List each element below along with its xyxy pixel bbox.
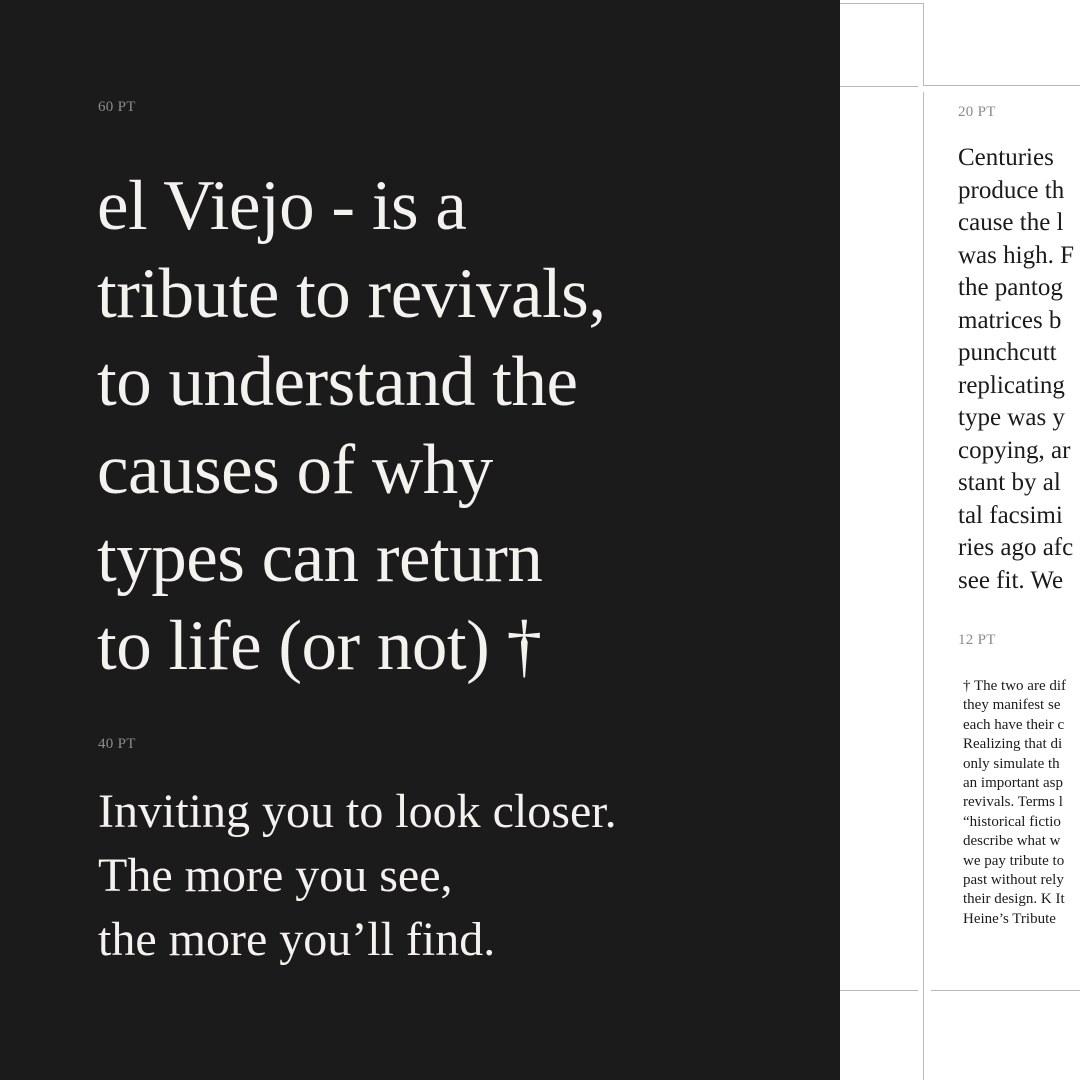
light-specimen-panel (840, 0, 1080, 1080)
subhead-line: the more you’ll find. (98, 913, 496, 966)
body-line: matrices b (958, 306, 1062, 334)
body-line: see fit. We (958, 566, 1064, 594)
headline-line: tribute to revivals, (97, 255, 606, 333)
headline-line: types can return (97, 519, 543, 597)
footnote-line: an important asp (963, 775, 1063, 792)
footer-rule-left (840, 990, 918, 991)
footnote-line: we pay tribute to (963, 852, 1065, 869)
top-rule-corner (923, 3, 924, 86)
size-label-60pt: 60 PT (98, 99, 136, 115)
body-line: Centuries (958, 144, 1054, 171)
subhead-line: The more you see, (98, 849, 453, 902)
headline-line: to life (or not) † (97, 607, 542, 685)
headline-line: causes of why (97, 431, 493, 509)
footnote-line: “historical fictio (963, 813, 1061, 830)
headline-60pt (97, 162, 817, 690)
body-line: replicating (958, 371, 1065, 399)
size-label-40pt: 40 PT (98, 736, 136, 752)
footnote-line: their design. K It (963, 891, 1065, 908)
footnote-line: past without rely (963, 872, 1064, 889)
body-line: cause the l (958, 209, 1064, 236)
column-divider (923, 92, 924, 1080)
body-line: ries ago afc (958, 534, 1074, 561)
footnote-line: they manifest se (963, 697, 1061, 714)
footnote-line: revivals. Terms l (963, 794, 1063, 811)
headline-line: to understand the (97, 343, 578, 421)
body-line: stant by al (958, 469, 1061, 496)
body-line: produce th (958, 176, 1065, 204)
body-line: punchcutt (958, 339, 1057, 366)
size-label-20pt: 20 PT (958, 104, 996, 120)
headline-line: el Viejo - is a (97, 167, 467, 245)
footnote-line: describe what w (963, 833, 1061, 850)
subhead-line: Inviting you to look closer. (98, 785, 617, 838)
top-rule-left (840, 3, 924, 4)
header-rule-left (840, 86, 918, 87)
subhead-40pt (98, 780, 818, 972)
body-line: was high. F (958, 241, 1074, 269)
header-rule-right (924, 85, 1080, 86)
body-line: tal facsimi (958, 501, 1063, 529)
body-line: the pantog (958, 274, 1063, 301)
footnote-line: Realizing that di (963, 736, 1063, 753)
footnote-line: each have their c (963, 716, 1065, 733)
footnote-line: only simulate th (963, 755, 1060, 772)
footnote-text-12pt (963, 677, 1080, 929)
body-line: type was y (958, 404, 1065, 431)
body-text-20pt (958, 142, 1080, 597)
footnote-line: † The two are dif (963, 678, 1067, 694)
body-line: copying, ar (958, 436, 1071, 464)
size-label-12pt: 12 PT (958, 632, 996, 648)
footnote-line: Heine’s Tribute (963, 910, 1056, 927)
footer-rule-right (931, 990, 1080, 991)
